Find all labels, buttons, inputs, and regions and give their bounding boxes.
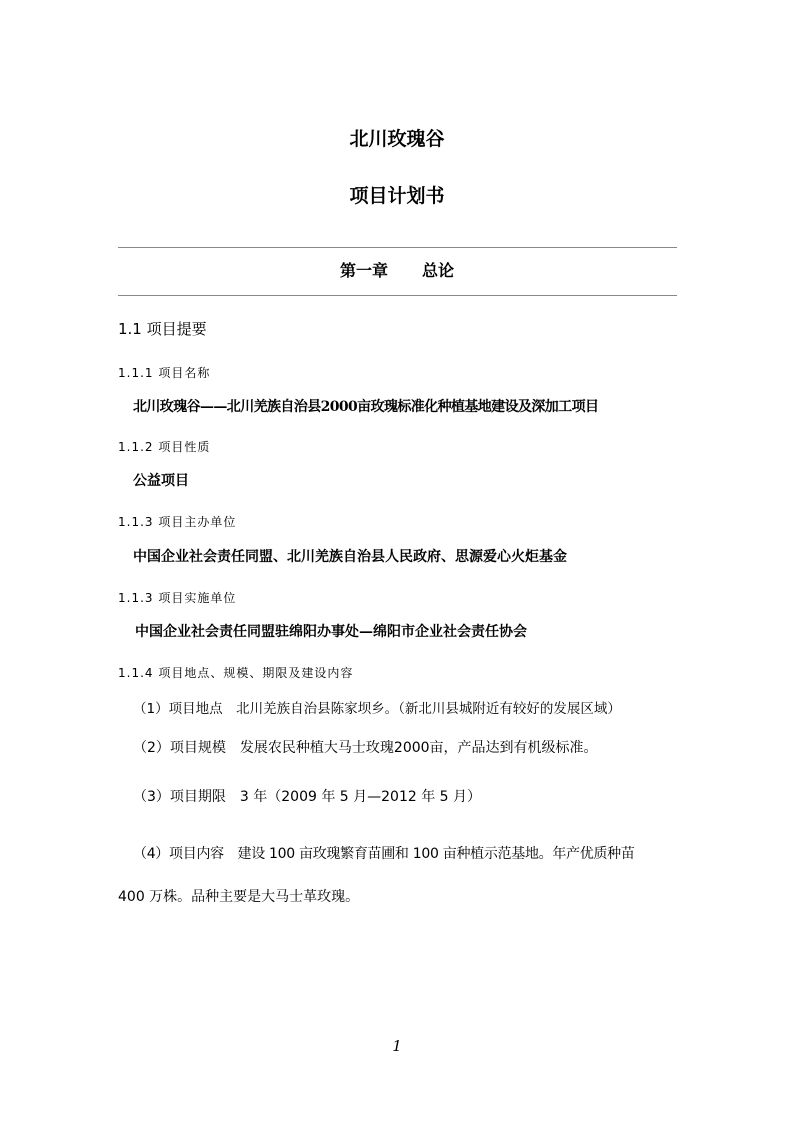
subsection-name: 1.1.1 项目名称 — [118, 366, 211, 380]
page-number: 1 — [392, 1037, 402, 1055]
project-implementer: 中国企业社会责任同盟驻绵阳办事处—绵阳市企业社会责任协会 — [135, 624, 527, 640]
chapter-number: 第一章 — [339, 261, 388, 280]
project-nature: 公益项目 — [133, 473, 189, 489]
top-divider — [118, 247, 677, 248]
subsection-implementer: 1.1.3 项目实施单位 — [118, 591, 237, 605]
chapter-title: 总论 — [422, 261, 455, 280]
doc-title: 北川玫瑰谷 — [349, 128, 445, 150]
bottom-divider — [118, 295, 677, 296]
subsection-nature: 1.1.2 项目性质 — [118, 440, 211, 454]
project-sponsor: 中国企业社会责任同盟、北川羌族自治县人民政府、思源爱心火炬基金 — [133, 549, 567, 565]
subsection-details: 1.1.4 项目地点、规模、期限及建设内容 — [118, 666, 354, 680]
subsection-sponsor: 1.1.3 项目主办单位 — [118, 515, 237, 529]
project-name: 北川玫瑰谷——北川羌族自治县2000亩玫瑰标准化种植基地建设及深加工项目 — [133, 399, 599, 415]
doc-subtitle: 项目计划书 — [349, 185, 445, 207]
item-content-line2: 400 万株。品种主要是大马士革玫瑰。 — [118, 889, 360, 905]
chapter-heading — [0, 258, 794, 281]
item-location: （1）项目地点 北川羌族自治县陈家坝乡。（新北川县城附近有较好的发展区域） — [133, 701, 621, 717]
item-scale: （2）项目规模 发展农民种植大马士玫瑰2000亩，产品达到有机级标准。 — [133, 740, 598, 756]
item-period: （3）项目期限 3 年（2009 年 5 月—2012 年 5 月） — [133, 789, 482, 805]
item-content-line1: （4）项目内容 建设 100 亩玫瑰繁育苗圃和 100 亩种植示范基地。年产优质种苗 — [133, 846, 635, 862]
section-heading: 1.1 项目提要 — [118, 320, 207, 338]
